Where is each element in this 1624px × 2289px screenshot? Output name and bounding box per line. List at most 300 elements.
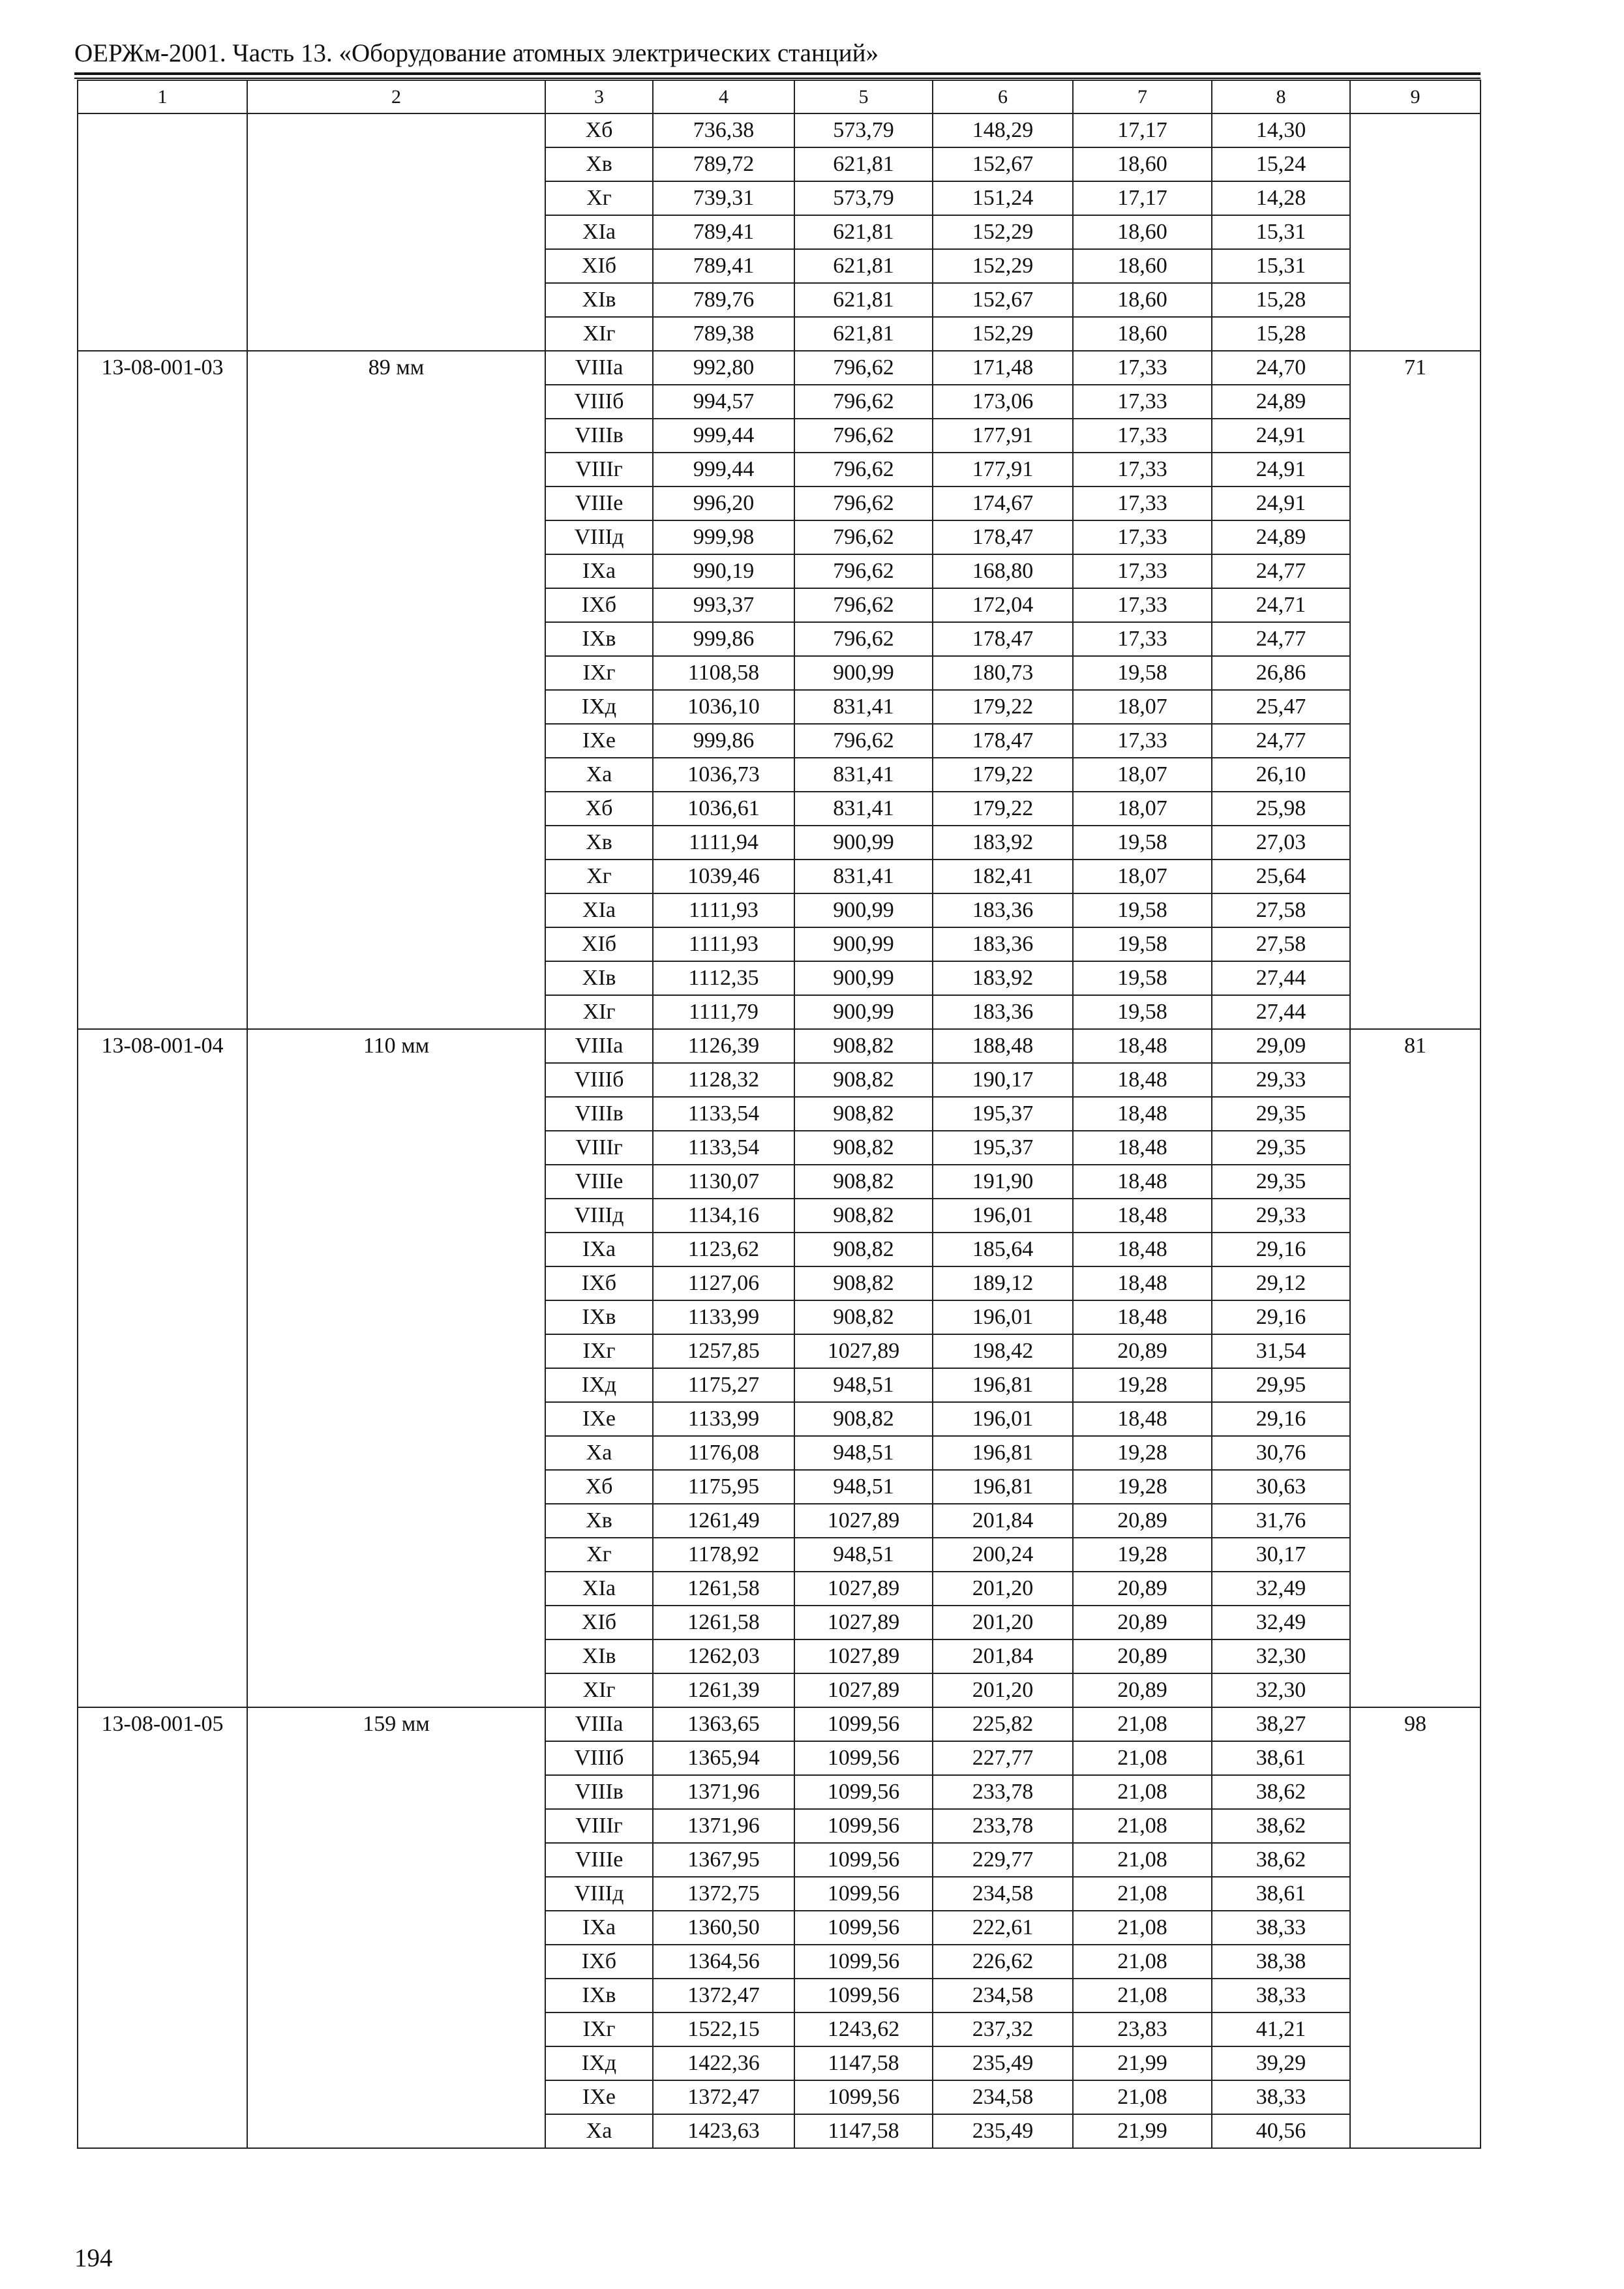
value-cell: 168,80 xyxy=(933,554,1073,588)
value-cell: 29,16 xyxy=(1212,1402,1350,1436)
value-cell: 201,84 xyxy=(933,1639,1073,1673)
value-cell: 990,19 xyxy=(653,554,794,588)
value-cell: 233,78 xyxy=(933,1775,1073,1809)
value-cell: 178,47 xyxy=(933,622,1073,656)
value-cell: 789,38 xyxy=(653,317,794,351)
value-cell: 177,91 xyxy=(933,419,1073,453)
value-cell: 831,41 xyxy=(794,758,933,792)
value-cell: 1099,56 xyxy=(794,1911,933,1945)
column-number: 1 xyxy=(78,80,247,113)
value-cell: 796,62 xyxy=(794,351,933,385)
value-cell: 18,48 xyxy=(1073,1233,1212,1266)
value-cell: 183,36 xyxy=(933,893,1073,927)
value-cell: 17,17 xyxy=(1073,181,1212,215)
pipe-diameter: 110 мм xyxy=(247,1029,545,1707)
value-cell: 19,58 xyxy=(1073,656,1212,690)
region-code: Xв xyxy=(545,1504,653,1538)
region-code: VIIIв xyxy=(545,1097,653,1131)
value-cell: 177,91 xyxy=(933,453,1073,486)
value-cell: 29,16 xyxy=(1212,1300,1350,1334)
region-code: XIг xyxy=(545,995,653,1029)
value-cell: 1099,56 xyxy=(794,1945,933,1979)
value-cell: 24,77 xyxy=(1212,622,1350,656)
value-cell: 15,31 xyxy=(1212,249,1350,283)
value-cell: 38,62 xyxy=(1212,1843,1350,1877)
value-cell: 1372,47 xyxy=(653,1979,794,2012)
value-cell: 29,12 xyxy=(1212,1266,1350,1300)
region-code: VIIIд xyxy=(545,520,653,554)
value-cell: 148,29 xyxy=(933,113,1073,147)
value-cell: 17,33 xyxy=(1073,453,1212,486)
value-cell: 17,33 xyxy=(1073,486,1212,520)
value-cell: 24,91 xyxy=(1212,486,1350,520)
region-code: IXд xyxy=(545,2046,653,2080)
value-cell: 237,32 xyxy=(933,2012,1073,2046)
column-number: 4 xyxy=(653,80,794,113)
value-cell: 17,33 xyxy=(1073,419,1212,453)
value-cell: 900,99 xyxy=(794,826,933,860)
value-cell: 1522,15 xyxy=(653,2012,794,2046)
value-cell: 1036,73 xyxy=(653,758,794,792)
value-cell: 27,58 xyxy=(1212,927,1350,961)
region-code: IXг xyxy=(545,656,653,690)
value-cell: 1111,79 xyxy=(653,995,794,1029)
value-cell: 235,49 xyxy=(933,2114,1073,2148)
value-cell: 29,33 xyxy=(1212,1063,1350,1097)
value-cell: 900,99 xyxy=(794,656,933,690)
value-cell: 1178,92 xyxy=(653,1538,794,1572)
value-cell: 1123,62 xyxy=(653,1233,794,1266)
value-cell: 29,95 xyxy=(1212,1368,1350,1402)
value-cell: 27,44 xyxy=(1212,995,1350,1029)
value-cell: 999,86 xyxy=(653,724,794,758)
value-cell: 573,79 xyxy=(794,113,933,147)
value-cell: 196,01 xyxy=(933,1300,1073,1334)
value-cell: 573,79 xyxy=(794,181,933,215)
region-code: VIIIг xyxy=(545,453,653,486)
header-rule xyxy=(74,72,1481,75)
value-cell: 796,62 xyxy=(794,385,933,419)
value-cell: 24,77 xyxy=(1212,554,1350,588)
value-cell: 18,48 xyxy=(1073,1097,1212,1131)
value-cell: 21,08 xyxy=(1073,1979,1212,2012)
value-cell: 796,62 xyxy=(794,554,933,588)
value-cell: 999,98 xyxy=(653,520,794,554)
value-cell: 24,89 xyxy=(1212,385,1350,419)
value-cell: 1099,56 xyxy=(794,1775,933,1809)
value-cell: 38,33 xyxy=(1212,1911,1350,1945)
value-cell: 198,42 xyxy=(933,1334,1073,1368)
value-cell: 1371,96 xyxy=(653,1809,794,1843)
value-cell: 14,30 xyxy=(1212,113,1350,147)
region-code: IXд xyxy=(545,1368,653,1402)
value-cell: 1128,32 xyxy=(653,1063,794,1097)
value-cell: 15,28 xyxy=(1212,317,1350,351)
value-cell: 1133,99 xyxy=(653,1300,794,1334)
value-cell: 23,83 xyxy=(1073,2012,1212,2046)
value-cell: 183,36 xyxy=(933,995,1073,1029)
region-code: XIб xyxy=(545,927,653,961)
value-cell: 17,33 xyxy=(1073,385,1212,419)
column-number: 9 xyxy=(1350,80,1481,113)
value-cell: 789,41 xyxy=(653,215,794,249)
value-cell: 1036,10 xyxy=(653,690,794,724)
value-cell: 999,44 xyxy=(653,419,794,453)
value-cell: 234,58 xyxy=(933,1979,1073,2012)
value-cell: 29,16 xyxy=(1212,1233,1350,1266)
value-cell: 796,62 xyxy=(794,520,933,554)
value-cell: 201,84 xyxy=(933,1504,1073,1538)
value-cell: 908,82 xyxy=(794,1233,933,1266)
value-cell: 24,77 xyxy=(1212,724,1350,758)
value-cell: 201,20 xyxy=(933,1606,1073,1639)
region-code: IXе xyxy=(545,724,653,758)
region-code: IXв xyxy=(545,622,653,656)
value-cell: 39,29 xyxy=(1212,2046,1350,2080)
value-cell: 21,08 xyxy=(1073,1911,1212,1945)
value-cell: 796,62 xyxy=(794,419,933,453)
value-cell: 1027,89 xyxy=(794,1639,933,1673)
value-cell: 29,09 xyxy=(1212,1029,1350,1063)
value-cell: 18,48 xyxy=(1073,1029,1212,1063)
table-row xyxy=(78,351,1481,385)
value-cell: 908,82 xyxy=(794,1402,933,1436)
value-cell: 21,99 xyxy=(1073,2046,1212,2080)
value-cell: 19,28 xyxy=(1073,1538,1212,1572)
value-cell: 1372,75 xyxy=(653,1877,794,1911)
value-cell: 29,35 xyxy=(1212,1131,1350,1165)
value-cell: 152,29 xyxy=(933,249,1073,283)
value-cell: 1360,50 xyxy=(653,1911,794,1945)
column-9-value xyxy=(1350,113,1481,351)
value-cell: 30,17 xyxy=(1212,1538,1350,1572)
value-cell: 19,28 xyxy=(1073,1436,1212,1470)
value-cell: 736,38 xyxy=(653,113,794,147)
value-cell: 1027,89 xyxy=(794,1673,933,1707)
column-number-row xyxy=(78,80,1481,113)
value-cell: 18,60 xyxy=(1073,283,1212,317)
value-cell: 1099,56 xyxy=(794,2080,933,2114)
page-header: ОЕРЖм-2001. Часть 13. «Оборудование атомных электрических станций» xyxy=(74,39,879,67)
value-cell: 31,76 xyxy=(1212,1504,1350,1538)
value-cell: 948,51 xyxy=(794,1436,933,1470)
value-cell: 178,47 xyxy=(933,724,1073,758)
value-cell: 21,08 xyxy=(1073,1707,1212,1741)
rate-code: 13-08-001-03 xyxy=(78,351,247,1029)
value-cell: 1111,94 xyxy=(653,826,794,860)
value-cell: 796,62 xyxy=(794,588,933,622)
value-cell: 1261,58 xyxy=(653,1572,794,1606)
value-cell: 179,22 xyxy=(933,690,1073,724)
value-cell: 18,48 xyxy=(1073,1266,1212,1300)
value-cell: 38,33 xyxy=(1212,2080,1350,2114)
value-cell: 900,99 xyxy=(794,927,933,961)
region-code: VIIIб xyxy=(545,1063,653,1097)
value-cell: 18,48 xyxy=(1073,1063,1212,1097)
region-code: Xг xyxy=(545,181,653,215)
region-code: XIг xyxy=(545,317,653,351)
value-cell: 196,81 xyxy=(933,1470,1073,1504)
table-row xyxy=(78,1029,1481,1063)
value-cell: 38,62 xyxy=(1212,1775,1350,1809)
value-cell: 25,64 xyxy=(1212,860,1350,893)
value-cell: 182,41 xyxy=(933,860,1073,893)
value-cell: 18,07 xyxy=(1073,860,1212,893)
value-cell: 21,08 xyxy=(1073,1775,1212,1809)
region-code: Xб xyxy=(545,113,653,147)
value-cell: 15,31 xyxy=(1212,215,1350,249)
table-body xyxy=(78,113,1481,2148)
value-cell: 1261,49 xyxy=(653,1504,794,1538)
value-cell: 1176,08 xyxy=(653,1436,794,1470)
value-cell: 908,82 xyxy=(794,1029,933,1063)
value-cell: 19,28 xyxy=(1073,1470,1212,1504)
value-cell: 1365,94 xyxy=(653,1741,794,1775)
value-cell: 19,58 xyxy=(1073,927,1212,961)
value-cell: 29,33 xyxy=(1212,1199,1350,1233)
value-cell: 789,41 xyxy=(653,249,794,283)
value-cell: 1027,89 xyxy=(794,1572,933,1606)
value-cell: 1027,89 xyxy=(794,1334,933,1368)
value-cell: 1099,56 xyxy=(794,1741,933,1775)
value-cell: 180,73 xyxy=(933,656,1073,690)
region-code: XIб xyxy=(545,1606,653,1639)
value-cell: 789,76 xyxy=(653,283,794,317)
region-code: XIа xyxy=(545,1572,653,1606)
value-cell: 908,82 xyxy=(794,1266,933,1300)
value-cell: 621,81 xyxy=(794,283,933,317)
column-number: 5 xyxy=(794,80,933,113)
value-cell: 1175,27 xyxy=(653,1368,794,1402)
value-cell: 18,48 xyxy=(1073,1131,1212,1165)
value-cell: 38,61 xyxy=(1212,1741,1350,1775)
rate-code: 13-08-001-05 xyxy=(78,1707,247,2148)
value-cell: 1371,96 xyxy=(653,1775,794,1809)
value-cell: 21,08 xyxy=(1073,1843,1212,1877)
value-cell: 32,49 xyxy=(1212,1606,1350,1639)
value-cell: 908,82 xyxy=(794,1131,933,1165)
value-cell: 21,08 xyxy=(1073,1809,1212,1843)
value-cell: 178,47 xyxy=(933,520,1073,554)
value-cell: 621,81 xyxy=(794,147,933,181)
value-cell: 30,76 xyxy=(1212,1436,1350,1470)
value-cell: 174,67 xyxy=(933,486,1073,520)
region-code: VIIIе xyxy=(545,486,653,520)
value-cell: 32,49 xyxy=(1212,1572,1350,1606)
value-cell: 195,37 xyxy=(933,1131,1073,1165)
value-cell: 1127,06 xyxy=(653,1266,794,1300)
value-cell: 948,51 xyxy=(794,1538,933,1572)
column-number: 7 xyxy=(1073,80,1212,113)
value-cell: 29,35 xyxy=(1212,1165,1350,1199)
value-cell: 17,33 xyxy=(1073,520,1212,554)
value-cell: 26,10 xyxy=(1212,758,1350,792)
value-cell: 18,48 xyxy=(1073,1300,1212,1334)
value-cell: 171,48 xyxy=(933,351,1073,385)
value-cell: 1367,95 xyxy=(653,1843,794,1877)
value-cell: 234,58 xyxy=(933,2080,1073,2114)
value-cell: 21,08 xyxy=(1073,2080,1212,2114)
value-cell: 20,89 xyxy=(1073,1504,1212,1538)
value-cell: 1133,99 xyxy=(653,1402,794,1436)
value-cell: 20,89 xyxy=(1073,1334,1212,1368)
value-cell: 831,41 xyxy=(794,860,933,893)
value-cell: 1027,89 xyxy=(794,1504,933,1538)
value-cell: 796,62 xyxy=(794,622,933,656)
value-cell: 18,07 xyxy=(1073,792,1212,826)
pipe-diameter: 89 мм xyxy=(247,351,545,1029)
value-cell: 999,86 xyxy=(653,622,794,656)
rate-code: 13-08-001-04 xyxy=(78,1029,247,1707)
region-code: Xв xyxy=(545,826,653,860)
value-cell: 196,81 xyxy=(933,1436,1073,1470)
region-code: VIIIб xyxy=(545,1741,653,1775)
region-code: IXв xyxy=(545,1979,653,2012)
value-cell: 1036,61 xyxy=(653,792,794,826)
value-cell: 19,58 xyxy=(1073,961,1212,995)
pipe-diameter: 159 мм xyxy=(247,1707,545,2148)
region-code: Xв xyxy=(545,147,653,181)
value-cell: 789,72 xyxy=(653,147,794,181)
rate-code xyxy=(78,113,247,351)
value-cell: 229,77 xyxy=(933,1843,1073,1877)
value-cell: 190,17 xyxy=(933,1063,1073,1097)
value-cell: 18,60 xyxy=(1073,147,1212,181)
region-code: IXг xyxy=(545,1334,653,1368)
region-code: Xа xyxy=(545,2114,653,2148)
value-cell: 26,86 xyxy=(1212,656,1350,690)
value-cell: 996,20 xyxy=(653,486,794,520)
value-cell: 994,57 xyxy=(653,385,794,419)
region-code: VIIIб xyxy=(545,385,653,419)
region-code: VIIIд xyxy=(545,1877,653,1911)
value-cell: 24,70 xyxy=(1212,351,1350,385)
value-cell: 226,62 xyxy=(933,1945,1073,1979)
value-cell: 188,48 xyxy=(933,1029,1073,1063)
value-cell: 908,82 xyxy=(794,1063,933,1097)
region-code: Xг xyxy=(545,1538,653,1572)
region-code: IXб xyxy=(545,1945,653,1979)
value-cell: 1364,56 xyxy=(653,1945,794,1979)
value-cell: 25,47 xyxy=(1212,690,1350,724)
region-code: XIб xyxy=(545,249,653,283)
value-cell: 1108,58 xyxy=(653,656,794,690)
value-cell: 24,71 xyxy=(1212,588,1350,622)
value-cell: 17,33 xyxy=(1073,351,1212,385)
value-cell: 32,30 xyxy=(1212,1639,1350,1673)
value-cell: 796,62 xyxy=(794,453,933,486)
region-code: Xб xyxy=(545,1470,653,1504)
value-cell: 173,06 xyxy=(933,385,1073,419)
region-code: XIв xyxy=(545,1639,653,1673)
value-cell: 17,33 xyxy=(1073,724,1212,758)
value-cell: 40,56 xyxy=(1212,2114,1350,2148)
value-cell: 152,67 xyxy=(933,283,1073,317)
value-cell: 196,01 xyxy=(933,1402,1073,1436)
region-code: VIIIв xyxy=(545,419,653,453)
value-cell: 1363,65 xyxy=(653,1707,794,1741)
value-cell: 1175,95 xyxy=(653,1470,794,1504)
region-code: IXе xyxy=(545,2080,653,2114)
value-cell: 999,44 xyxy=(653,453,794,486)
value-cell: 18,48 xyxy=(1073,1199,1212,1233)
value-cell: 948,51 xyxy=(794,1470,933,1504)
value-cell: 1243,62 xyxy=(794,2012,933,2046)
value-cell: 196,01 xyxy=(933,1199,1073,1233)
value-cell: 30,63 xyxy=(1212,1470,1350,1504)
value-cell: 739,31 xyxy=(653,181,794,215)
value-cell: 38,61 xyxy=(1212,1877,1350,1911)
value-cell: 24,91 xyxy=(1212,419,1350,453)
value-cell: 29,35 xyxy=(1212,1097,1350,1131)
value-cell: 1261,58 xyxy=(653,1606,794,1639)
value-cell: 201,20 xyxy=(933,1572,1073,1606)
value-cell: 1099,56 xyxy=(794,1707,933,1741)
value-cell: 19,28 xyxy=(1073,1368,1212,1402)
value-cell: 1147,58 xyxy=(794,2046,933,2080)
value-cell: 621,81 xyxy=(794,317,933,351)
value-cell: 151,24 xyxy=(933,181,1073,215)
region-code: VIIIа xyxy=(545,1707,653,1741)
value-cell: 41,21 xyxy=(1212,2012,1350,2046)
value-cell: 31,54 xyxy=(1212,1334,1350,1368)
value-cell: 1262,03 xyxy=(653,1639,794,1673)
header-rule-thin xyxy=(74,78,1481,79)
rates-table xyxy=(77,80,1481,2149)
column-number: 6 xyxy=(933,80,1073,113)
value-cell: 201,20 xyxy=(933,1673,1073,1707)
value-cell: 1111,93 xyxy=(653,893,794,927)
value-cell: 196,81 xyxy=(933,1368,1073,1402)
value-cell: 1133,54 xyxy=(653,1097,794,1131)
value-cell: 185,64 xyxy=(933,1233,1073,1266)
region-code: IXа xyxy=(545,1233,653,1266)
value-cell: 189,12 xyxy=(933,1266,1073,1300)
value-cell: 18,60 xyxy=(1073,317,1212,351)
column-9-value: 81 xyxy=(1350,1029,1481,1707)
region-code: Xб xyxy=(545,792,653,826)
value-cell: 183,92 xyxy=(933,826,1073,860)
value-cell: 14,28 xyxy=(1212,181,1350,215)
value-cell: 1147,58 xyxy=(794,2114,933,2148)
value-cell: 900,99 xyxy=(794,961,933,995)
value-cell: 172,04 xyxy=(933,588,1073,622)
region-code: XIв xyxy=(545,961,653,995)
region-code: IXг xyxy=(545,2012,653,2046)
value-cell: 152,29 xyxy=(933,215,1073,249)
value-cell: 235,49 xyxy=(933,2046,1073,2080)
column-number: 8 xyxy=(1212,80,1350,113)
value-cell: 183,36 xyxy=(933,927,1073,961)
value-cell: 25,98 xyxy=(1212,792,1350,826)
value-cell: 18,60 xyxy=(1073,215,1212,249)
value-cell: 179,22 xyxy=(933,792,1073,826)
value-cell: 18,07 xyxy=(1073,690,1212,724)
value-cell: 38,38 xyxy=(1212,1945,1350,1979)
region-code: IXа xyxy=(545,1911,653,1945)
region-code: IXв xyxy=(545,1300,653,1334)
value-cell: 1134,16 xyxy=(653,1199,794,1233)
value-cell: 38,33 xyxy=(1212,1979,1350,2012)
value-cell: 17,33 xyxy=(1073,554,1212,588)
value-cell: 15,24 xyxy=(1212,147,1350,181)
value-cell: 992,80 xyxy=(653,351,794,385)
region-code: VIIIг xyxy=(545,1131,653,1165)
value-cell: 18,07 xyxy=(1073,758,1212,792)
value-cell: 227,77 xyxy=(933,1741,1073,1775)
value-cell: 621,81 xyxy=(794,215,933,249)
value-cell: 948,51 xyxy=(794,1368,933,1402)
